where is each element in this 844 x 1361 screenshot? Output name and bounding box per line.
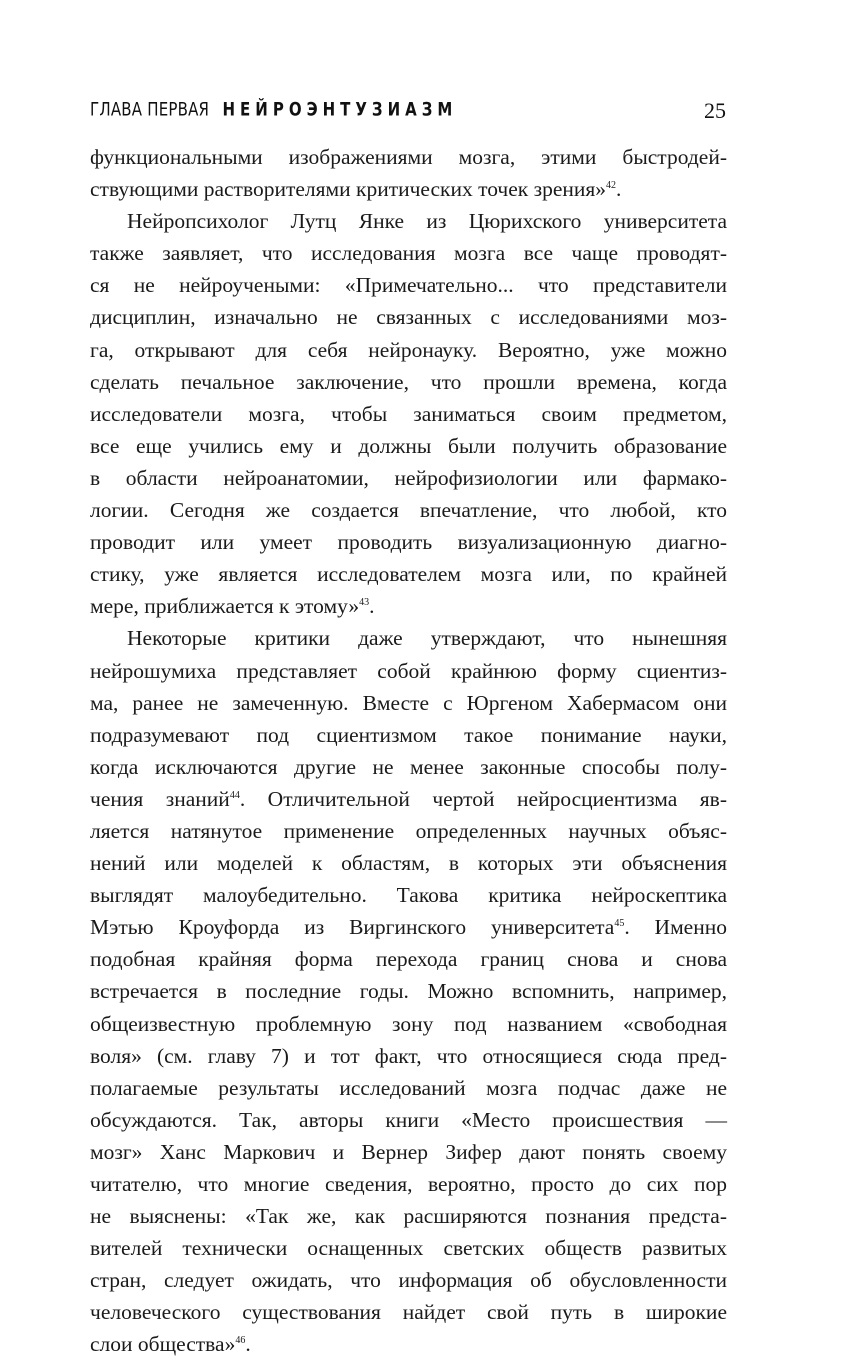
text-line [90,301,727,333]
paragraph [90,622,727,1360]
text-line [90,622,727,654]
text-line [90,1200,727,1232]
line-text: слои общества» [90,1332,236,1357]
line-text: подразумевают под сциентизмом такое понимание науки, [90,722,727,747]
line-text: сделать печальное заключение, что прошли времена, когда [90,369,727,394]
line-text: когда исключаются другие не менее законные способы полу- [90,754,727,779]
text-line [90,1008,727,1040]
text-line [90,494,727,526]
text-line [90,398,727,430]
text-line [90,1136,727,1168]
line-text: встречается в последние годы. Можно вспомнить, например, [90,979,727,1004]
line-text: стран, следует ожидать, что информация об обусловленности [90,1268,727,1293]
text-line [90,1296,727,1328]
chapter-title: НЕЙРОЭНТУЗИАЗМ [222,98,458,121]
text-line [90,269,727,301]
line-text: воля» (см. главу 7) и тот факт, что относящиеся сюда пред- [90,1043,727,1068]
text-line [90,526,727,558]
footnote-marker: 43 [359,597,370,609]
line-text: в области нейроанатомии, нейрофизиологии или фармако- [90,465,727,490]
text-line [90,366,727,398]
line-text: ма, ранее не замеченную. Вместе с Юргеном Хабермасом они [90,690,727,715]
line-text: Мэтью Кроуфорда из Виргинского университета [90,915,615,940]
line-text: дисциплин, изначально не связанных с исследованиями моз- [90,305,727,330]
line-text: функциональными изображениями мозга, этими быстродей- [90,145,727,169]
text-line [90,1264,727,1296]
line-text-tail: . [245,1332,251,1357]
line-text-tail: . Отличительной чертой нейросциентизма яв- [239,786,727,811]
line-text: логии. Сегодня же создается впечатление, что любой, кто [90,498,727,523]
line-text: мере, приближается к этому» [90,594,360,619]
text-line [90,975,727,1007]
body-text [90,141,727,1361]
line-text: подобная крайняя форма перехода границ снова и снова [90,947,727,972]
line-text: также заявляет, что исследования мозга все чаще проводят- [90,241,727,266]
text-line [90,687,727,719]
line-text: ствующими растворителями критических точек зрения» [90,177,607,202]
text-line [90,430,727,462]
line-text: все еще учились ему и должны были получить образование [90,433,727,458]
line-text: ся не нейроучеными: «Примечательно... что представители [90,273,727,298]
text-line [90,1040,727,1072]
line-text: исследователи мозга, чтобы заниматься своим предметом, [90,401,727,426]
text-line [90,911,727,943]
line-text-tail: . Именно [624,915,727,940]
text-line [90,558,727,590]
line-text: выглядят малоубедительно. Такова критика нейроскептика [90,883,727,908]
line-text: ляется натянутое применение определенных научных объяс- [90,818,727,843]
text-line [90,237,727,269]
line-text: Нейропсихолог Лутц Янке из Цюрихского университета [127,209,727,234]
line-text: нейрошумиха представляет собой крайнюю форму сциентиз- [90,658,727,683]
text-line [90,590,727,622]
text-line [90,655,727,687]
line-text: нений или моделей к областям, в которых эти объяснения [90,851,727,876]
footnote-marker: 46 [235,1335,246,1347]
text-line [90,334,727,366]
line-text: не выяснены: «Так же, как расширяются познания предста- [90,1204,727,1229]
line-text-tail: . [369,594,375,619]
line-text: полагаемые результаты исследований мозга подчас даже не [90,1075,727,1100]
line-text-tail: . [616,177,622,202]
line-text: вителей технически оснащенных светских обществ развитых [90,1236,727,1261]
chapter-label: ГЛАВА ПЕРВАЯ [90,98,210,121]
line-text: мозг» Ханс Маркович и Вернер Зифер дают понять своему [90,1139,727,1164]
text-line [90,847,727,879]
text-line [90,1328,727,1360]
text-line [90,879,727,911]
paragraph [90,141,727,205]
text-line [90,719,727,751]
text-line [90,1168,727,1200]
text-line [90,1104,727,1136]
footnote-marker: 42 [606,179,617,191]
text-line [90,205,727,237]
page-number: 25 [704,98,726,123]
text-line [90,815,727,847]
paragraph [90,205,727,622]
line-text: общеизвестную проблемную зону под названием «свободная [90,1011,727,1036]
line-text: обсуждаются. Так, авторы книги «Место происшествия — [90,1107,727,1132]
footnote-marker: 45 [614,918,625,930]
line-text: человеческого существования найдет свой путь в широкие [90,1300,727,1325]
text-line [90,943,727,975]
text-line [90,141,727,173]
text-line [90,751,727,783]
line-text: га, открывают для себя нейронауку. Вероятно, уже можно [90,337,727,362]
line-text: чения знаний [90,786,230,811]
line-text: стику, уже является исследователем мозга или, по крайней [90,562,727,587]
text-line [90,1072,727,1104]
line-text: Некоторые критики даже утверждают, что нынешняя [127,626,727,651]
footnote-marker: 44 [229,789,240,801]
line-text: проводит или умеет проводить визуализационную диагно- [90,530,727,555]
text-line [90,1232,727,1264]
line-text: читателю, что многие сведения, вероятно, просто до сих пор [90,1172,727,1196]
text-line [90,462,727,494]
running-head [90,98,457,121]
text-line [90,173,727,205]
text-line [90,783,727,815]
